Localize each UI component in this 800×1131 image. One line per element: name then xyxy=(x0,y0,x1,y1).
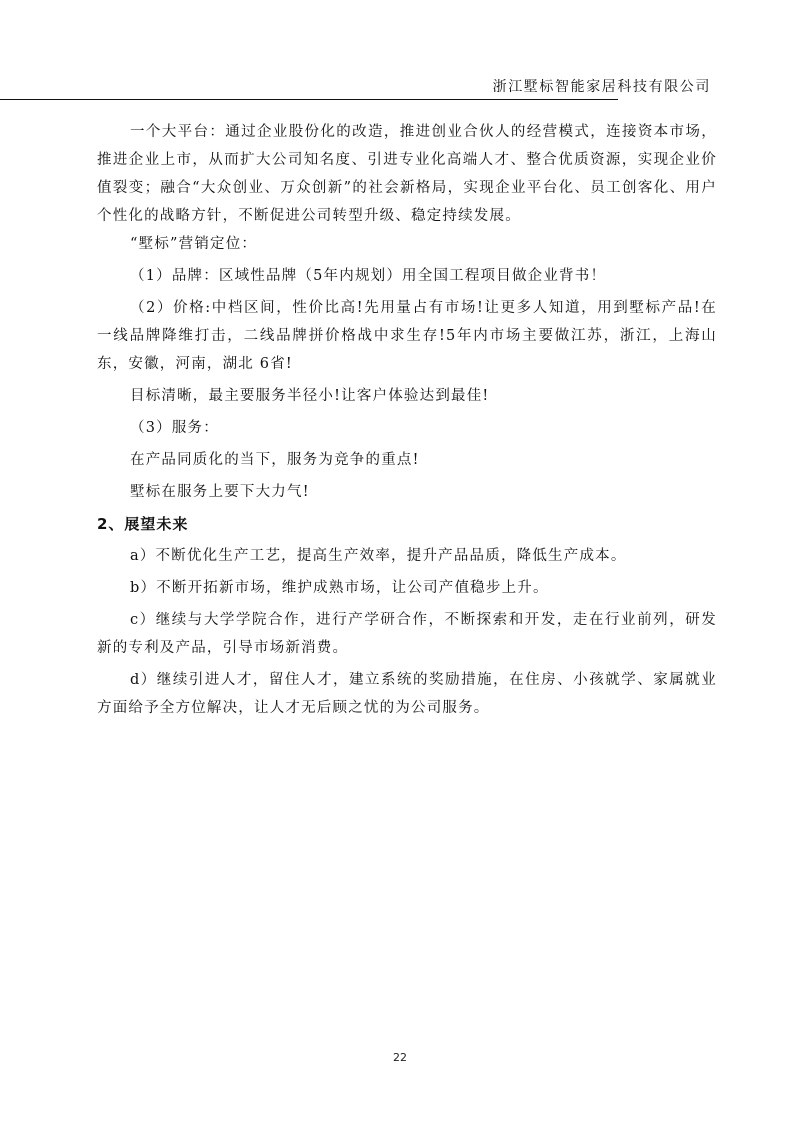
marketing-positioning-label: “墅标”营销定位： xyxy=(130,236,258,252)
list-item: b）不断开拓新市场，维护成熟市场，让公司产值稳步上升。 xyxy=(130,580,549,596)
page-number: 22 xyxy=(393,1051,407,1064)
platform-paragraph: 一个大平台：通过企业股份化的改造，推进创业合伙人的经营模式，连接资本市场，推进企业上市，从而扩大公司知名度、引进专业化高端人才、整合优质资源，实现企业价值裂变；融合“大众创业、万众创新”的社会新格局，实现企业平台化、员工创客化、用户个性化的战略方针，不断促进公司转型升级、稳定持续发展。 xyxy=(97,124,717,224)
company-name: 浙江墅标智能家居科技有限公司 xyxy=(492,79,711,95)
document-body xyxy=(97,118,717,722)
header-divider xyxy=(0,99,618,100)
section-heading: 2、展望未来 xyxy=(97,515,189,533)
target-paragraph: 目标清晰，最主要服务半径小!让客户体验达到最佳! xyxy=(130,388,490,404)
list-item: c）继续与大学学院合作，进行产学研合作，不断探索和开发，走在行业前列，研发新的专利及产品，引导市场新消费。 xyxy=(97,612,717,656)
service-label: （3）服务： xyxy=(130,420,219,436)
brand-paragraph: （1）品牌：区域性品牌（5年内规划）用全国工程项目做企业背书！ xyxy=(130,268,607,284)
service-paragraph-2: 墅标在服务上要下大力气! xyxy=(130,484,310,500)
service-paragraph-1: 在产品同质化的当下，服务为竞争的重点! xyxy=(130,452,420,468)
page-header xyxy=(97,76,715,98)
list-item: a）不断优化生产工艺，提高生产效率，提升产品品质，降低生产成本。 xyxy=(130,548,627,564)
list-item: d）继续引进人才，留住人才，建立系统的奖励措施，在住房、小孩就学、家属就业方面给予全方位解决，让人才无后顾之忧的为公司服务。 xyxy=(97,672,717,716)
price-paragraph: （2）价格:中档区间，性价比高!先用量占有市场!让更多人知道，用到墅标产品!在一线品牌降维打击，二线品牌拼价格战中求生存!5年内市场主要做江苏，浙江，上海山东，安徽，河南，湖北 6省! xyxy=(97,300,717,372)
